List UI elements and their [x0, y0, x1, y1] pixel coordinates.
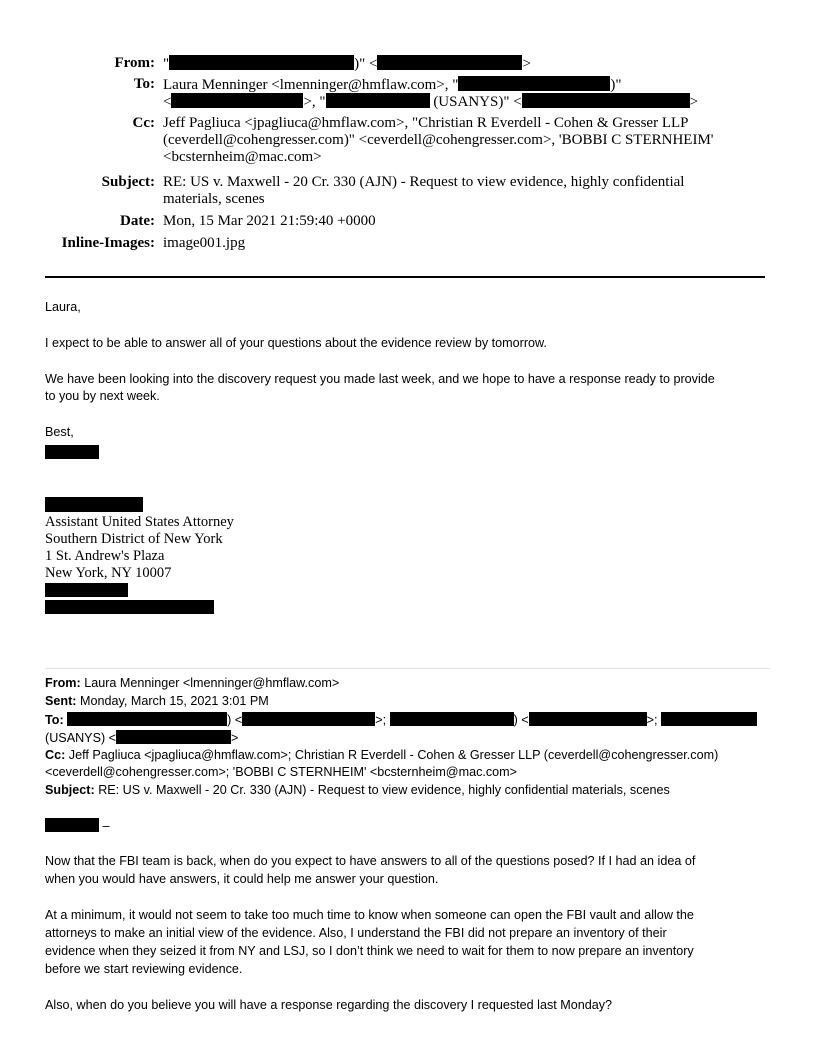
- date-label: Date:: [120, 213, 155, 229]
- quoted-to-line2: (USANYS) < >: [45, 731, 239, 745]
- redaction: [529, 712, 647, 726]
- cc-line: (ceverdell@cohengresser.com)" <ceverdell@cohengresser.com>, 'BOBBI C STERNHEIM': [163, 132, 714, 148]
- sent-value: Monday, March 15, 2021 3:01 PM: [79, 694, 269, 708]
- redaction: [45, 445, 99, 459]
- from-label: From:: [114, 55, 155, 71]
- cc-label: Cc:: [45, 748, 66, 762]
- subject-label: Subject:: [101, 174, 155, 190]
- to-label: To:: [45, 713, 64, 727]
- body-paragraph: We have been looking into the discovery request you made last week, and we hope to have a response ready to provide: [45, 372, 715, 386]
- quoted-cc: [45, 748, 718, 762]
- subject-label: Subject:: [45, 783, 95, 797]
- redaction: [390, 712, 514, 726]
- cc-label: Cc:: [132, 115, 155, 131]
- quoted-paragraph: when you would have answers, it could help me answer your question.: [45, 872, 439, 886]
- signature-line: New York, NY 10007: [45, 565, 172, 581]
- body-paragraph: I expect to be able to answer all of your questions about the evidence review by tomorrow.: [45, 336, 547, 350]
- redaction: [45, 583, 128, 597]
- usanys-text: (USANYS) <: [45, 731, 117, 745]
- subject-value: RE: US v. Maxwell - 20 Cr. 330 (AJN) - Request to view evidence, highly confidential materials, scenes: [98, 783, 670, 797]
- redaction: [661, 712, 757, 726]
- to-text: Laura Menninger <lmenninger@hmflaw.com>, ": [163, 77, 459, 93]
- sent-label: Sent:: [45, 694, 77, 708]
- closing: Best,: [45, 425, 74, 439]
- inline-images-label: Inline-Images:: [61, 235, 155, 251]
- quoted-divider: [45, 668, 770, 669]
- cc-value: Jeff Pagliuca <jpagliuca@hmflaw.com>; Christian R Everdell - Cohen & Gresser LLP (ceverdell@cohengresser.com): [68, 748, 719, 762]
- subject-line: materials, scenes: [163, 191, 265, 207]
- redaction: [326, 93, 430, 108]
- greeting: Laura,: [45, 300, 81, 314]
- salutation: [45, 818, 110, 833]
- from-label: From:: [45, 676, 81, 690]
- redaction: [116, 730, 231, 744]
- quoted-paragraph: At a minimum, it would not seem to take too much time to know when someone can open the FBI vault and allow the: [45, 908, 694, 922]
- redaction: [171, 93, 303, 108]
- quoted-to: To: ) < >; ) < >;: [45, 712, 757, 727]
- redaction: [377, 55, 522, 70]
- quoted-paragraph: before we start reviewing evidence.: [45, 962, 243, 976]
- quoted-paragraph: evidence when they seized it from NY and LSJ, so I don’t think we need to wait for them to now prepare an inventory: [45, 944, 694, 958]
- cc-line: Jeff Pagliuca <jpagliuca@hmflaw.com>, "Christian R Everdell - Cohen & Gresser LLP: [163, 115, 689, 131]
- cc-line: <bcsternheim@mac.com>: [163, 149, 322, 165]
- signature-line: Southern District of New York: [45, 531, 223, 547]
- quoted-subject: [45, 783, 670, 797]
- usanys-text: (USANYS)" <: [433, 94, 522, 110]
- to-value-line2: < >, " (USANYS)" < >: [163, 94, 699, 110]
- body-paragraph: to you by next week.: [45, 389, 160, 403]
- redaction: [242, 712, 375, 726]
- quoted-paragraph: attorneys to make an initial view of the evidence. Also, I understand the FBI did not prepare an inventory of their: [45, 926, 667, 940]
- from-value: Laura Menninger <lmenninger@hmflaw.com>: [84, 676, 340, 690]
- inline-images-value: image001.jpg: [163, 235, 246, 251]
- redaction: [458, 76, 610, 91]
- date-value: Mon, 15 Mar 2021 21:59:40 +0000: [163, 213, 376, 229]
- quoted-paragraph: Also, when do you believe you will have a response regarding the discovery I requested last Monday?: [45, 998, 613, 1012]
- subject-line: RE: US v. Maxwell - 20 Cr. 330 (AJN) - Request to view evidence, highly confidential: [163, 174, 685, 190]
- quoted-from: [45, 676, 339, 690]
- quoted-cc-line2: <ceverdell@cohengresser.com>; 'BOBBI C STERNHEIM' <bcsternheim@mac.com>: [45, 765, 518, 779]
- redaction: [45, 600, 214, 614]
- quoted-sent: [45, 694, 269, 708]
- quoted-paragraph: Now that the FBI team is back, when do you expect to have answers to all of the questions posed? If I had an idea of: [45, 854, 696, 868]
- from-value: " )" < >: [163, 56, 531, 72]
- signature-line: Assistant United States Attorney: [45, 514, 234, 530]
- redaction: [45, 497, 143, 512]
- header-divider: [45, 276, 765, 278]
- redaction: [169, 55, 354, 70]
- signature-line: 1 St. Andrew's Plaza: [45, 548, 165, 564]
- to-label: To:: [133, 76, 155, 92]
- redaction: [67, 712, 227, 726]
- redaction: [45, 818, 99, 832]
- dash: –: [102, 819, 110, 833]
- redaction: [522, 93, 690, 108]
- to-value: Laura Menninger <lmenninger@hmflaw.com>, " )": [163, 77, 622, 93]
